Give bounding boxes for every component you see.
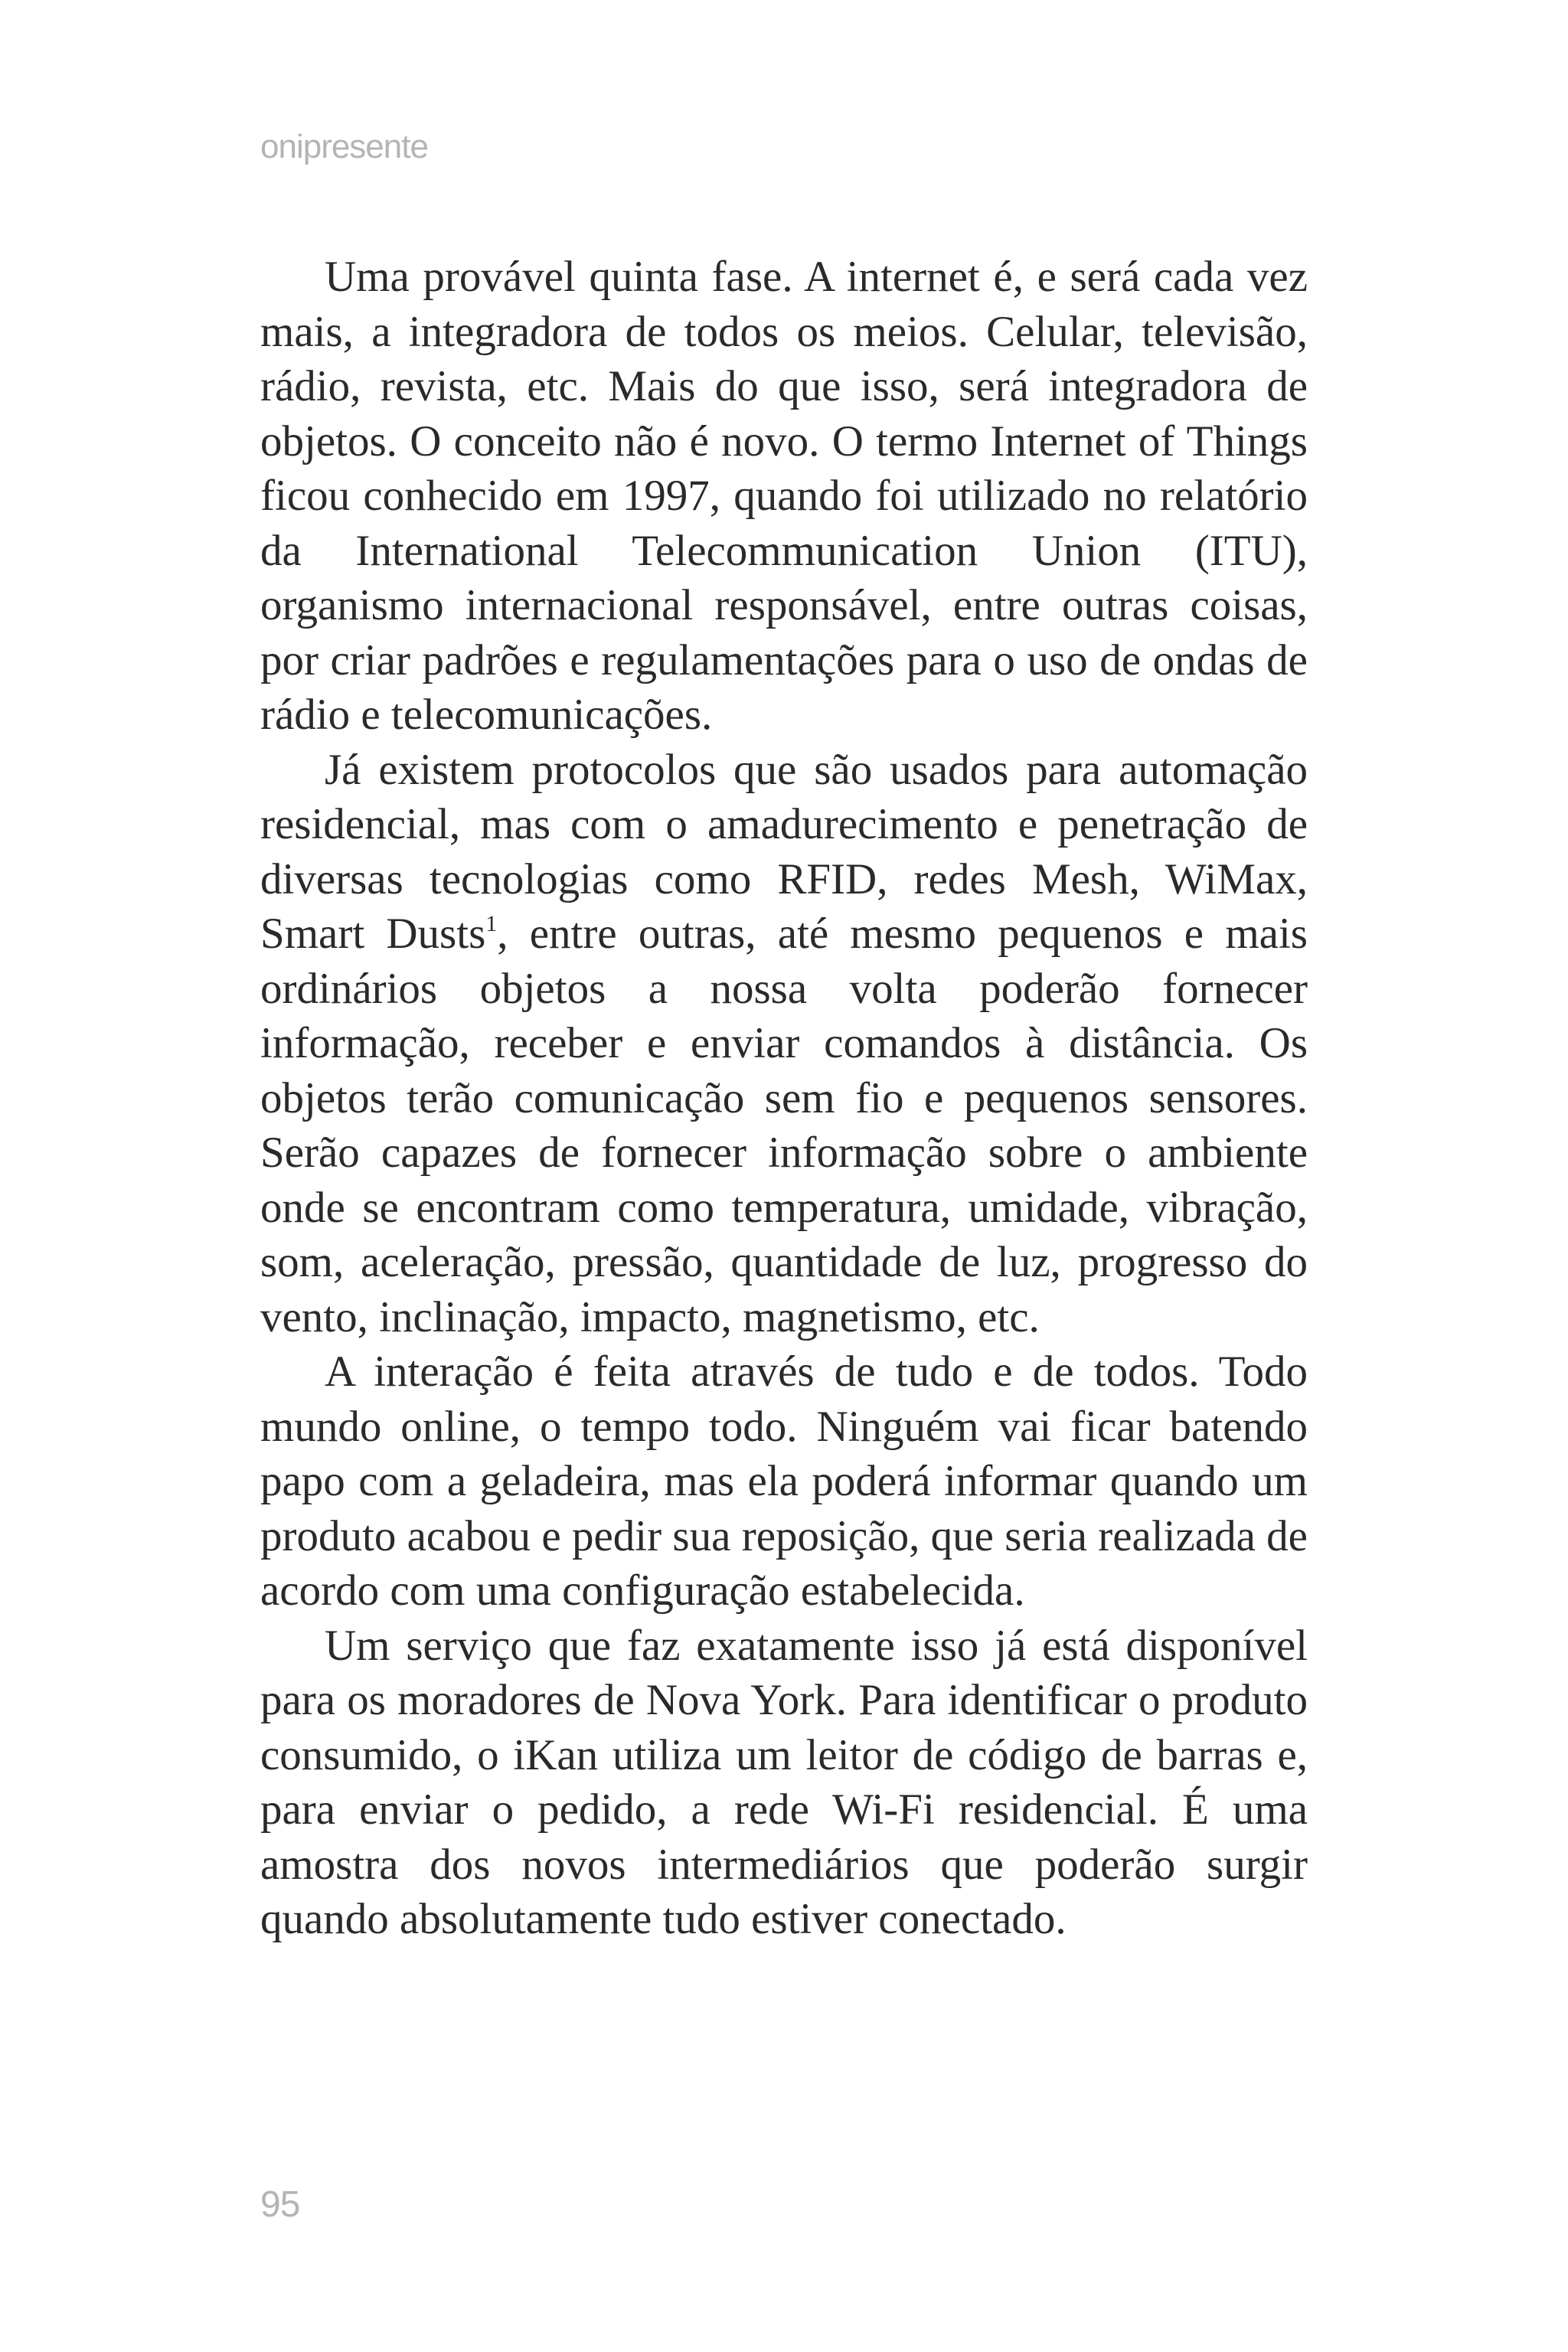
footnote-reference[interactable]: 1 <box>485 911 498 936</box>
running-head: onipresente <box>260 128 428 165</box>
paragraph-2-text-a: Já existem protocolos que são usados para automação residencial, mas com o amadurecimento e penetração de diversas tecnologias como RFID, redes Mesh, WiMax, Smart Dusts <box>260 745 1308 958</box>
paragraph-2-text-b: , entre outras, até mesmo pequenos e mais ordinários objetos a nossa volta poderão fornecer informação, receber e enviar comandos à distância. Os objetos terão comunicação sem fio e pequenos sensores. Serão capazes de fornecer informação sobre o ambiente onde se encontram como temperatura, umidade, vibração, som, aceleração, pressão, quantidade de luz, progresso do vento, inclinação, impacto, magnetismo, etc. <box>260 910 1308 1341</box>
page-number: 95 <box>260 2184 300 2225</box>
paragraph-3: A interação é feita através de tudo e de todos. Todo mundo online, o tempo todo. Ninguém vai ficar batendo papo com a geladeira, mas ela poderá informar quando um produto acabou e pedir sua reposição, que seria realizada de acordo com uma configuração estabelecida. <box>260 1348 1308 1615</box>
paragraph-2 <box>260 743 1308 1345</box>
body-text <box>260 250 1308 1947</box>
paragraph-4: Um serviço que faz exatamente isso já está disponível para os moradores de Nova York. Para identificar o produto consumido, o iKan utiliza um leitor de código de barras e, para enviar o pedido, a rede Wi-Fi residencial. É uma amostra dos novos intermediários que poderão surgir quando absolutamente tudo estiver conectado. <box>260 1621 1308 1943</box>
paragraph-1: Uma provável quinta fase. A internet é, e será cada vez mais, a integradora de todos os meios. Celular, televisão, rádio, revista, etc. Mais do que isso, será integradora de objetos. O conceito não é novo. O termo Internet of Things ficou conhecido em 1997, quando foi utilizado no relatório da International Telecommunication Union (ITU), organismo internacional responsável, entre outras coisas, por criar padrões e regulamentações para o uso de ondas de rádio e telecomunicações. <box>260 253 1308 739</box>
